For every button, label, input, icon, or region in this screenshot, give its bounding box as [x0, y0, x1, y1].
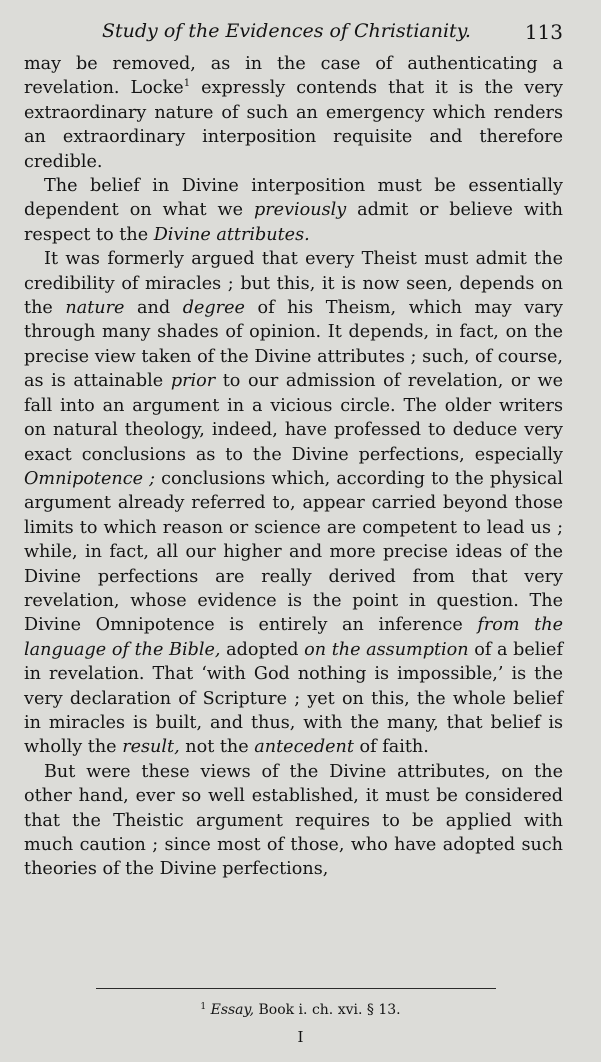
text-run: and — [124, 298, 183, 319]
italic-phrase: nature — [65, 298, 125, 319]
italic-phrase: on the assumption — [304, 639, 469, 660]
text-run: But were these views of the Divine attributes, on the other hand, ever so well established, it must be considered that the Theistic argument requires to be applied with much caution ; since most of those, who have adopted such theories of the Divine perfections, — [24, 761, 563, 880]
text-run: conclusions which, according to the physical argument already referred to, appear carried beyond those limits to which reason or science are competent to lead us ; while, in fact, all our higher and more precise ideas of the Divine perfections are really derived from that very revelation, whose evidence is the point in question. The Divine Omnipotence is entirely an inference — [24, 468, 563, 636]
footnote-rule — [96, 988, 496, 989]
italic-phrase: previously — [254, 200, 347, 221]
italic-phrase: degree — [182, 298, 245, 319]
text-run: of his Theism, which may vary through many shades of opinion. It depends, in fact, on the precise view taken of the Divine attributes ; such, of course, as is attainable — [24, 298, 563, 392]
italic-phrase: prior — [170, 371, 216, 392]
text-run: to our admission of revelation, or we fall into an argument in a vicious circle. The older writers on natural theology, indeed, have professed to deduce very exact conclusions as to the Divine perfections, especially — [24, 371, 563, 465]
footnote-marker: 1 — [200, 1002, 207, 1012]
footnote-reference-marker: 1 — [183, 78, 191, 90]
text-run: may be removed, as in the case of authenticating a revelation. Locke — [24, 54, 563, 99]
text-run: of faith. — [353, 737, 429, 758]
footnote — [0, 1002, 601, 1018]
text-run: adopted — [220, 639, 305, 660]
page-number: 113 — [524, 20, 563, 44]
paragraph — [24, 760, 563, 882]
footnote-title: Essay, — [210, 1002, 255, 1018]
paragraph — [24, 174, 563, 247]
running-title: Study of the Evidences of Christianity. — [102, 20, 471, 42]
footnote-reference: Book i. ch. xvi. § 13. — [254, 1002, 401, 1018]
italic-phrase: Omnipotence ; — [24, 468, 156, 489]
text-run: of a belief in revelation. That ‘with God nothing is impossible,’ is the very declaration of Scripture ; yet on this, the whole belief in miracles is built, and thus, with the many, that belief is wholly the — [24, 639, 563, 758]
paragraph — [24, 247, 563, 760]
text-run: It was formerly argued that every Theist must admit the credibility of miracles ; but this, it is now seen, depends on the — [24, 249, 563, 319]
text-run: expressly contends that it is the very extraordinary nature of such an emergency which renders an extraordinary interposition requisite and therefore credible. — [24, 78, 563, 172]
text-run: not the — [179, 737, 255, 758]
italic-phrase: antecedent — [254, 737, 354, 758]
italic-phrase: Divine attributes. — [153, 224, 310, 245]
signature-mark: I — [297, 1028, 304, 1046]
body-text — [24, 52, 563, 882]
text-run: The belief in Divine interposition must be essentially dependent on what we — [24, 176, 563, 221]
italic-phrase: result, — [122, 737, 180, 758]
paragraph — [24, 52, 563, 174]
text-run: admit or believe with respect to the — [24, 200, 563, 245]
italic-phrase: from the language of the Bible, — [24, 615, 564, 660]
page-header — [24, 14, 563, 46]
